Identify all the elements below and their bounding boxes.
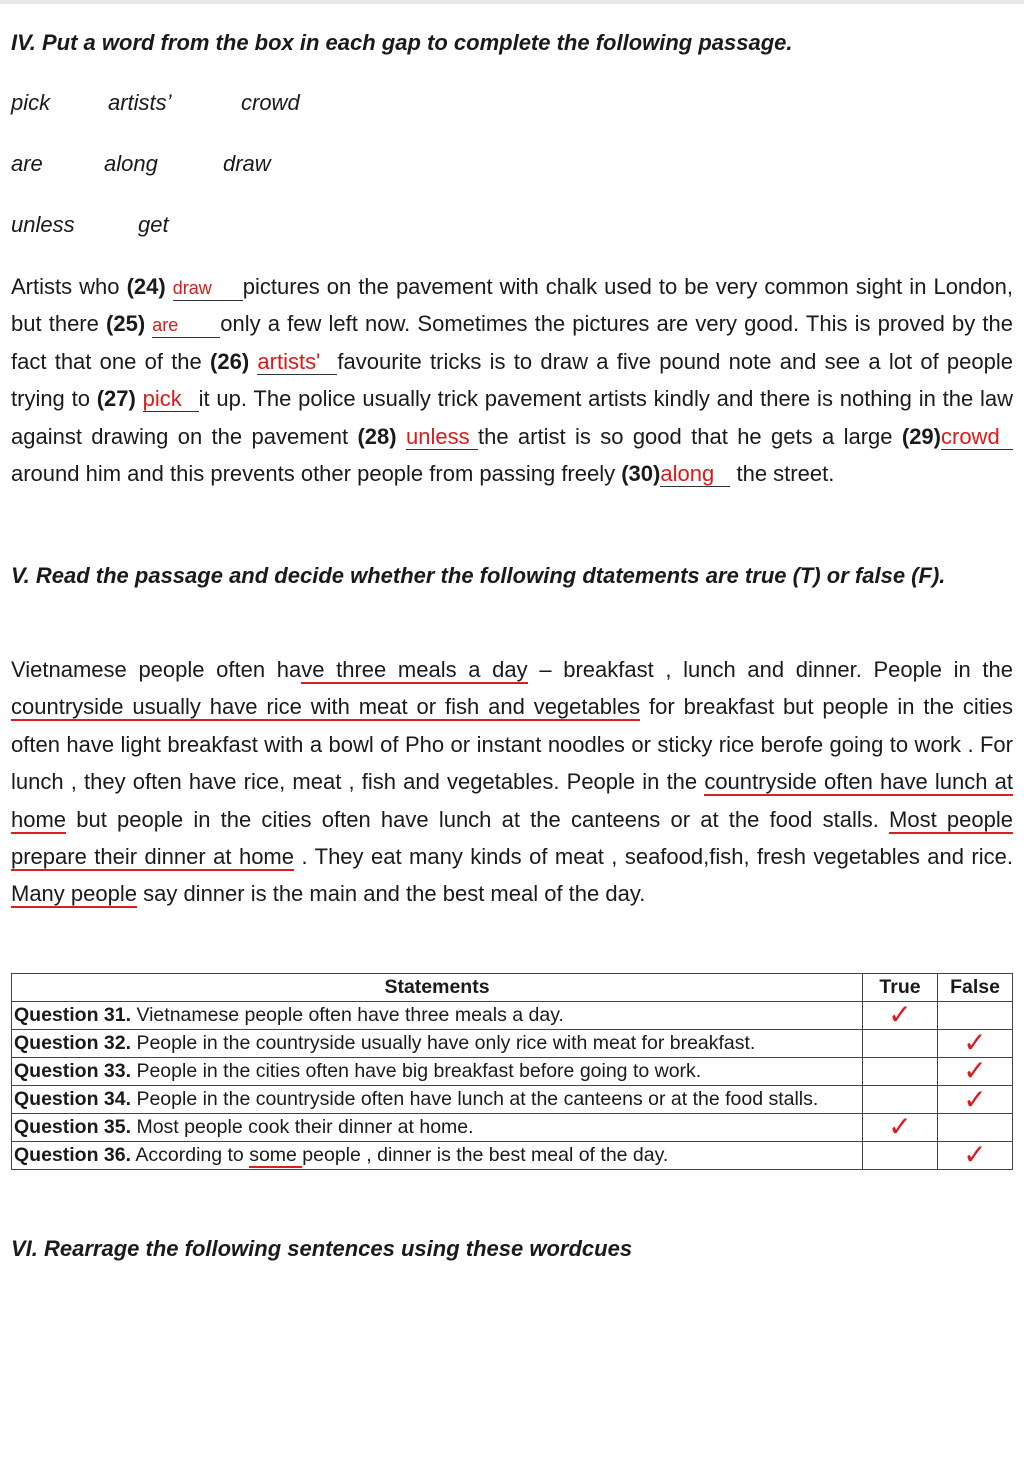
gap-number-30: (30) <box>621 461 661 487</box>
statement-text: Most people cook their dinner at home. <box>131 1116 474 1138</box>
question-number: Question 32. <box>14 1032 132 1054</box>
section-iv-heading: IV. Put a word from the box in each gap to complete the following passage. <box>11 30 793 55</box>
question-number: Question 33. <box>14 1060 132 1082</box>
check-mark-icon: ✓ <box>888 999 912 1030</box>
question-number: Question 34. <box>14 1088 132 1110</box>
gap-number-24: (24) <box>126 274 166 299</box>
check-mark-icon: ✓ <box>963 1139 987 1170</box>
gap-number-25: (25) <box>106 311 146 337</box>
table-row <box>12 1030 1013 1058</box>
underline-three-meals: ve three meals a day <box>301 657 528 682</box>
statement-text: People in the cities often have big breakfast before going to work. <box>131 1060 702 1082</box>
check-mark-icon: ✓ <box>963 1083 987 1115</box>
word-unless: unless <box>11 212 75 237</box>
answer-25: are <box>152 313 220 338</box>
underline-countryside-lunch: countryside often have lunch at home <box>11 769 1013 832</box>
reading-passage: Vietnamese people often have three meals a day – breakfast , lunch and dinner. People in the countryside usually have rice with meat or fish and vegetables for breakfast but people in the cities often have light breakfast with a bowl of Pho or instant noodles or sticky rice berofe going to work . For lunch , they often have rice, meat , fish and vegetables. People in the countryside often have lunch at home but people in the cities often have lunch at the canteens or at the food stalls. Most people prepare their dinner at home . They eat many kinds of meat , seafood,fish, fresh vegetables and rice. Many people say dinner is the main and the best meal of the day. <box>11 657 1013 907</box>
underline-countryside-breakfast: countryside usually have rice with meat or fish and vegetables <box>11 694 641 720</box>
word-artists: artists’ <box>108 90 172 115</box>
underline-dinner-home: Most people prepare their dinner at home <box>11 806 1013 870</box>
underline-some: some <box>249 1144 303 1166</box>
answer-30: along <box>660 462 730 487</box>
header-true: True <box>863 974 938 1002</box>
word-crowd: crowd <box>241 90 300 115</box>
word-pick: pick <box>11 90 51 115</box>
cloze-passage: Artists who (24) draw pictures on the pavement with chalk used to be very common sight in London, but there (25) are only a few left now. Sometimes the pictures are very good. This is proved by the fact that one of the (26) artists' favourite tricks is to draw a five pound note and see a lot of people trying to (27) pick it up. The police usually trick pavement artists kindly and there is nothing in the law against drawing on the pavement (28) unless the artist is so good that he gets a large (29)crowdaround him and this prevents other people from passing freely (30)along the street. <box>11 274 1013 487</box>
statement-text: People in the countryside usually have only rice with meat for breakfast. <box>131 1032 756 1054</box>
word-get: get <box>138 212 169 237</box>
gap-number-27: (27) <box>96 386 136 412</box>
true-false-table <box>11 973 1013 1170</box>
check-mark-icon: ✓ <box>963 1027 987 1058</box>
gap-number-26: (26) <box>210 348 250 374</box>
question-number: Question 35. <box>14 1116 132 1138</box>
question-number: Question 36. <box>14 1144 132 1166</box>
check-mark-icon: ✓ <box>963 1055 987 1086</box>
answer-27: pick <box>143 387 199 412</box>
statement-text: Vietnamese people often have three meals a day. <box>131 1004 564 1026</box>
table-row <box>12 1002 1013 1030</box>
answer-29: crowd <box>941 425 1013 450</box>
gap-number-28: (28) <box>357 423 397 449</box>
top-divider <box>0 0 1024 4</box>
table-row <box>12 1086 1013 1114</box>
word-along: along <box>104 151 158 176</box>
word-draw: draw <box>223 151 271 176</box>
statement-text: People in the countryside often have lunch at the canteens or at the food stalls. <box>131 1088 819 1110</box>
section-v-heading: V. Read the passage and decide whether the following dtatements are true (T) or false (F). <box>11 563 946 588</box>
check-mark-icon: ✓ <box>888 1111 912 1142</box>
underline-many-people: Many people <box>11 881 137 907</box>
answer-26: artists' <box>257 350 337 375</box>
table-row <box>12 1114 1013 1142</box>
header-false: False <box>938 974 1013 1002</box>
answer-28: unless <box>406 425 478 450</box>
table-header-row <box>12 974 1013 1002</box>
answer-24: draw <box>173 276 243 301</box>
header-statements: Statements <box>12 974 863 1002</box>
section-vi-heading: VI. Rearrage the following sentences using these wordcues <box>11 1236 633 1261</box>
table-row <box>12 1058 1013 1086</box>
question-number: Question 31. <box>14 1004 132 1026</box>
table-row: Question 36. According to some people , dinner is the best meal of the day. ✓ <box>12 1142 1013 1170</box>
gap-number-29: (29) <box>901 423 941 449</box>
word-are: are <box>11 151 43 176</box>
